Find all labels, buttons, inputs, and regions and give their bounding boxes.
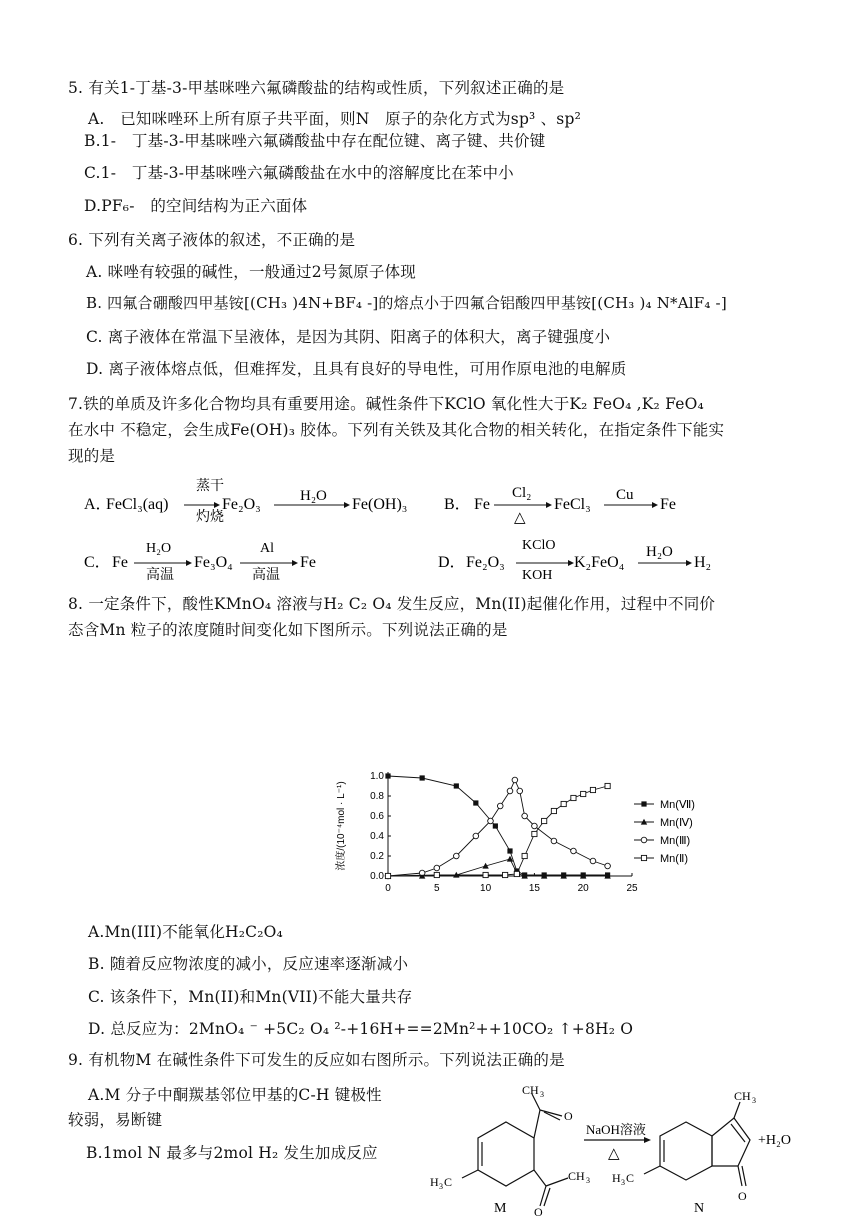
m-h3c-sub: 3 bbox=[439, 1182, 443, 1191]
data-point bbox=[434, 872, 439, 877]
n-ch3-label: CH bbox=[734, 1089, 751, 1103]
data-point bbox=[551, 838, 557, 844]
q6-stem: 6. 下列有关离子液体的叙述，不正确的是 bbox=[68, 231, 356, 249]
y-tick-label: 0.6 bbox=[370, 811, 384, 822]
q5-option-c: C.1- 丁基-3-甲基咪唑六氟磷酸盐在水中的溶解度比在苯中小 bbox=[84, 164, 514, 182]
data-point bbox=[420, 775, 425, 780]
q6-option-c: C. 离子液体在常温下呈液体，是因为其阴、阳离子的体积大，离子键强度小 bbox=[86, 328, 611, 346]
q7-scheme-a-s1: FeCl₃(aq) bbox=[106, 496, 169, 513]
q6-option-b: B. 四氟合硼酸四甲基铵[(CH₃ )4N+BF₄ -]的熔点小于四氟合铝酸四甲基铵[(CH₃ )₄ N*AlF₄ -] bbox=[86, 294, 727, 312]
q7-scheme-b bbox=[444, 476, 704, 526]
q8-stem-line2: 态含Mn 粒子的浓度随时间变化如下图所示。下列说法正确的是 bbox=[68, 621, 508, 639]
q7-scheme-a-label: A． bbox=[84, 496, 112, 513]
data-point bbox=[517, 788, 523, 794]
q9-option-a-line1: A.M 分子中酮羰基邻位甲基的C-H 键极性 bbox=[88, 1086, 382, 1104]
legend-label: Mn(Ⅳ) bbox=[660, 817, 693, 829]
y-tick-label: 0.2 bbox=[370, 851, 384, 862]
q7-scheme-d-s2: K₂FeO₄ bbox=[574, 554, 625, 571]
reagent-heat: △ bbox=[608, 1146, 620, 1162]
q5-option-a: A. 已知咪唑环上所有原子共平面，则N 原子的杂化方式为sp³ 、sp² bbox=[88, 110, 581, 128]
q7-scheme-c-cond-bot2: 高温 bbox=[252, 568, 280, 583]
q7-scheme-d-s1: Fe₂O₃ bbox=[466, 554, 505, 571]
data-point bbox=[542, 818, 547, 823]
q7-scheme-b-cond-bot1: △ bbox=[514, 510, 526, 526]
q8-option-a: A.Mn(III)不能氧化H₂C₂O₄ bbox=[88, 923, 283, 941]
mn-concentration-chart bbox=[324, 760, 724, 908]
q5-option-b: B.1- 丁基-3-甲基咪唑六氟磷酸盐中存在配位键、离子键、共价键 bbox=[84, 132, 546, 150]
q7-scheme-a bbox=[84, 476, 424, 526]
m-ch3-top-label: CH bbox=[522, 1083, 539, 1097]
data-point bbox=[507, 848, 512, 853]
legend-marker bbox=[641, 837, 647, 843]
q9-option-a-line2: 较弱，易断键 bbox=[68, 1111, 163, 1129]
molecule-m bbox=[462, 1094, 568, 1206]
q7-scheme-b-s2: FeCl₃ bbox=[554, 496, 591, 513]
data-point bbox=[581, 791, 586, 796]
y-axis-label: 浓度/(10⁻⁴mol · L⁻¹) bbox=[336, 781, 347, 871]
data-point bbox=[512, 777, 518, 783]
q7-scheme-a-cond-top2: H₂O bbox=[300, 488, 327, 504]
data-point bbox=[532, 823, 538, 829]
q5-stem: 5. 有关1-丁基-3-甲基咪唑六氟磷酸盐的结构或性质，下列叙述正确的是 bbox=[68, 79, 565, 97]
data-point bbox=[532, 831, 537, 836]
q7-scheme-d-cond-top1: KClO bbox=[522, 538, 556, 553]
x-tick-label: 5 bbox=[434, 883, 440, 894]
q8-option-d: D. 总反应为：2MnO₄ ⁻ +5C₂ O₄ ²-+16H+==2Mn²++10CO₂ ↑+8H₂ O bbox=[88, 1020, 634, 1038]
data-point bbox=[571, 848, 577, 854]
chart-svg bbox=[324, 760, 724, 908]
x-tick-label: 10 bbox=[480, 883, 492, 894]
data-point bbox=[590, 787, 595, 792]
q8-option-b: B. 随着反应物浓度的减小，反应速率逐渐减小 bbox=[88, 955, 409, 973]
q6-option-a: A. 咪唑有较强的碱性，一般通过2号氮原子体现 bbox=[86, 263, 417, 281]
reagent-naoh: NaOH溶液 bbox=[586, 1122, 646, 1137]
q8-option-c: C. 该条件下，Mn(II)和Mn(VII)不能大量共存 bbox=[88, 988, 413, 1006]
n-h3c-sub: 3 bbox=[621, 1178, 625, 1187]
data-point bbox=[385, 773, 390, 778]
m-oxygen-top: O bbox=[564, 1109, 573, 1123]
molecule-n bbox=[644, 1102, 750, 1186]
q7-scheme-b-cond-top2: Cu bbox=[616, 487, 634, 503]
q7-scheme-c bbox=[84, 534, 364, 584]
y-tick-label: 0.4 bbox=[370, 831, 384, 842]
q7-scheme-b-s1: Fe bbox=[474, 496, 490, 513]
q7-scheme-c-s2: Fe₃O₄ bbox=[194, 554, 233, 571]
data-point bbox=[454, 853, 460, 859]
q9-reaction-scheme bbox=[422, 1082, 802, 1216]
data-point bbox=[507, 788, 513, 794]
data-point bbox=[561, 801, 566, 806]
legend-marker bbox=[641, 855, 646, 860]
data-point bbox=[571, 795, 576, 800]
data-point bbox=[493, 823, 498, 828]
q7-stem-line1: 7.铁的单质及许多化合物均具有重要用途。碱性条件下KClO 氧化性大于K₂ FeO₄ ,K₂ FeO₄ bbox=[68, 395, 704, 413]
q7-scheme-c-label: C． bbox=[84, 554, 111, 571]
data-point bbox=[522, 853, 527, 858]
q7-scheme-a-s3: Fe(OH)₃ bbox=[352, 496, 408, 513]
y-tick-label: 0.0 bbox=[370, 871, 384, 882]
m-oxygen-bottom: O bbox=[534, 1205, 543, 1216]
q7-scheme-b-label: B． bbox=[444, 496, 471, 513]
legend-label: Mn(Ⅲ) bbox=[660, 835, 691, 847]
legend-label: Mn(Ⅱ) bbox=[660, 853, 689, 865]
q7-scheme-d-s3: H₂ bbox=[694, 554, 712, 571]
m-ch3-top-sub: 3 bbox=[540, 1090, 544, 1099]
molecule-n-label: N bbox=[694, 1201, 705, 1216]
data-point bbox=[605, 783, 610, 788]
q7-scheme-d-cond-bot1: KOH bbox=[522, 568, 553, 583]
data-point bbox=[551, 808, 556, 813]
m-ch3-bottom-sub: 3 bbox=[586, 1176, 590, 1185]
q7-stem-line3: 现的是 bbox=[68, 447, 116, 465]
x-tick-label: 15 bbox=[528, 883, 540, 894]
q7-scheme-b-s3: Fe bbox=[660, 496, 676, 513]
data-point bbox=[483, 872, 488, 877]
data-point bbox=[473, 800, 478, 805]
m-h3c-c: C bbox=[444, 1175, 453, 1189]
x-tick-label: 20 bbox=[577, 883, 589, 894]
n-h3c-label: H bbox=[612, 1171, 621, 1185]
data-point bbox=[590, 858, 596, 864]
q7-scheme-c-s1: Fe bbox=[112, 554, 128, 571]
x-tick-label: 0 bbox=[385, 883, 391, 894]
q6-option-d: D. 离子液体熔点低，但难挥发，且具有良好的导电性，可用作原电池的电解质 bbox=[86, 360, 627, 378]
m-h3c-label: H bbox=[430, 1175, 439, 1189]
q9-option-b: B.1mol N 最多与2mol H₂ 发生加成反应 bbox=[86, 1144, 378, 1162]
q7-scheme-c-cond-bot1: 高温 bbox=[146, 568, 174, 583]
q7-scheme-c-cond-top2: Al bbox=[260, 541, 274, 556]
data-point bbox=[434, 865, 440, 871]
y-tick-label: 1.0 bbox=[370, 771, 384, 782]
data-point bbox=[473, 833, 479, 839]
q7-stem-line2: 在水中 不稳定，会生成Fe(OH)₃ 胶体。下列有关铁及其化合物的相关转化，在指定条件下能实 bbox=[68, 421, 725, 439]
q7-scheme-c-s3: Fe bbox=[300, 554, 316, 571]
q9-stem: 9. 有机物M 在碱性条件下可发生的反应如右图所示。下列说法正确的是 bbox=[68, 1051, 565, 1069]
data-point bbox=[454, 783, 459, 788]
n-ch3-sub: 3 bbox=[752, 1096, 756, 1105]
legend-label: Mn(Ⅶ) bbox=[660, 799, 695, 811]
n-oxygen: O bbox=[738, 1189, 747, 1203]
y-tick-label: 0.8 bbox=[370, 791, 384, 802]
molecule-m-label: M bbox=[494, 1201, 507, 1216]
q5-option-d: D.PF₆- 的空间结构为正六面体 bbox=[84, 197, 308, 215]
q7-scheme-d-cond-top2: H₂O bbox=[646, 544, 673, 560]
q7-scheme-c-cond-top1: H₂O bbox=[146, 541, 172, 556]
plus-water: +H₂O bbox=[758, 1133, 791, 1148]
data-point bbox=[488, 818, 494, 824]
q7-scheme-d-label: D． bbox=[438, 554, 466, 571]
q7-scheme-a-s2: Fe₂O₃ bbox=[222, 496, 261, 513]
q7-scheme-a-cond-top1: 蒸干 bbox=[196, 479, 224, 494]
data-point bbox=[385, 873, 390, 878]
data-point bbox=[514, 871, 519, 876]
data-point bbox=[497, 803, 503, 809]
x-tick-label: 25 bbox=[626, 883, 638, 894]
n-h3c-c: C bbox=[626, 1171, 635, 1185]
q8-stem-line1: 8. 一定条件下，酸性KMnO₄ 溶液与H₂ C₂ O₄ 发生反应，Mn(II)起催化作用，过程中不同价 bbox=[68, 595, 716, 613]
q7-scheme-d bbox=[438, 534, 728, 584]
q7-scheme-a-cond-bot1: 灼烧 bbox=[196, 510, 224, 525]
m-ch3-bottom-label: CH bbox=[568, 1169, 585, 1183]
data-point bbox=[522, 813, 528, 819]
data-point bbox=[605, 863, 611, 869]
q7-scheme-b-cond-top1: Cl₂ bbox=[512, 485, 532, 501]
data-point bbox=[503, 872, 508, 877]
legend-marker bbox=[641, 801, 646, 806]
